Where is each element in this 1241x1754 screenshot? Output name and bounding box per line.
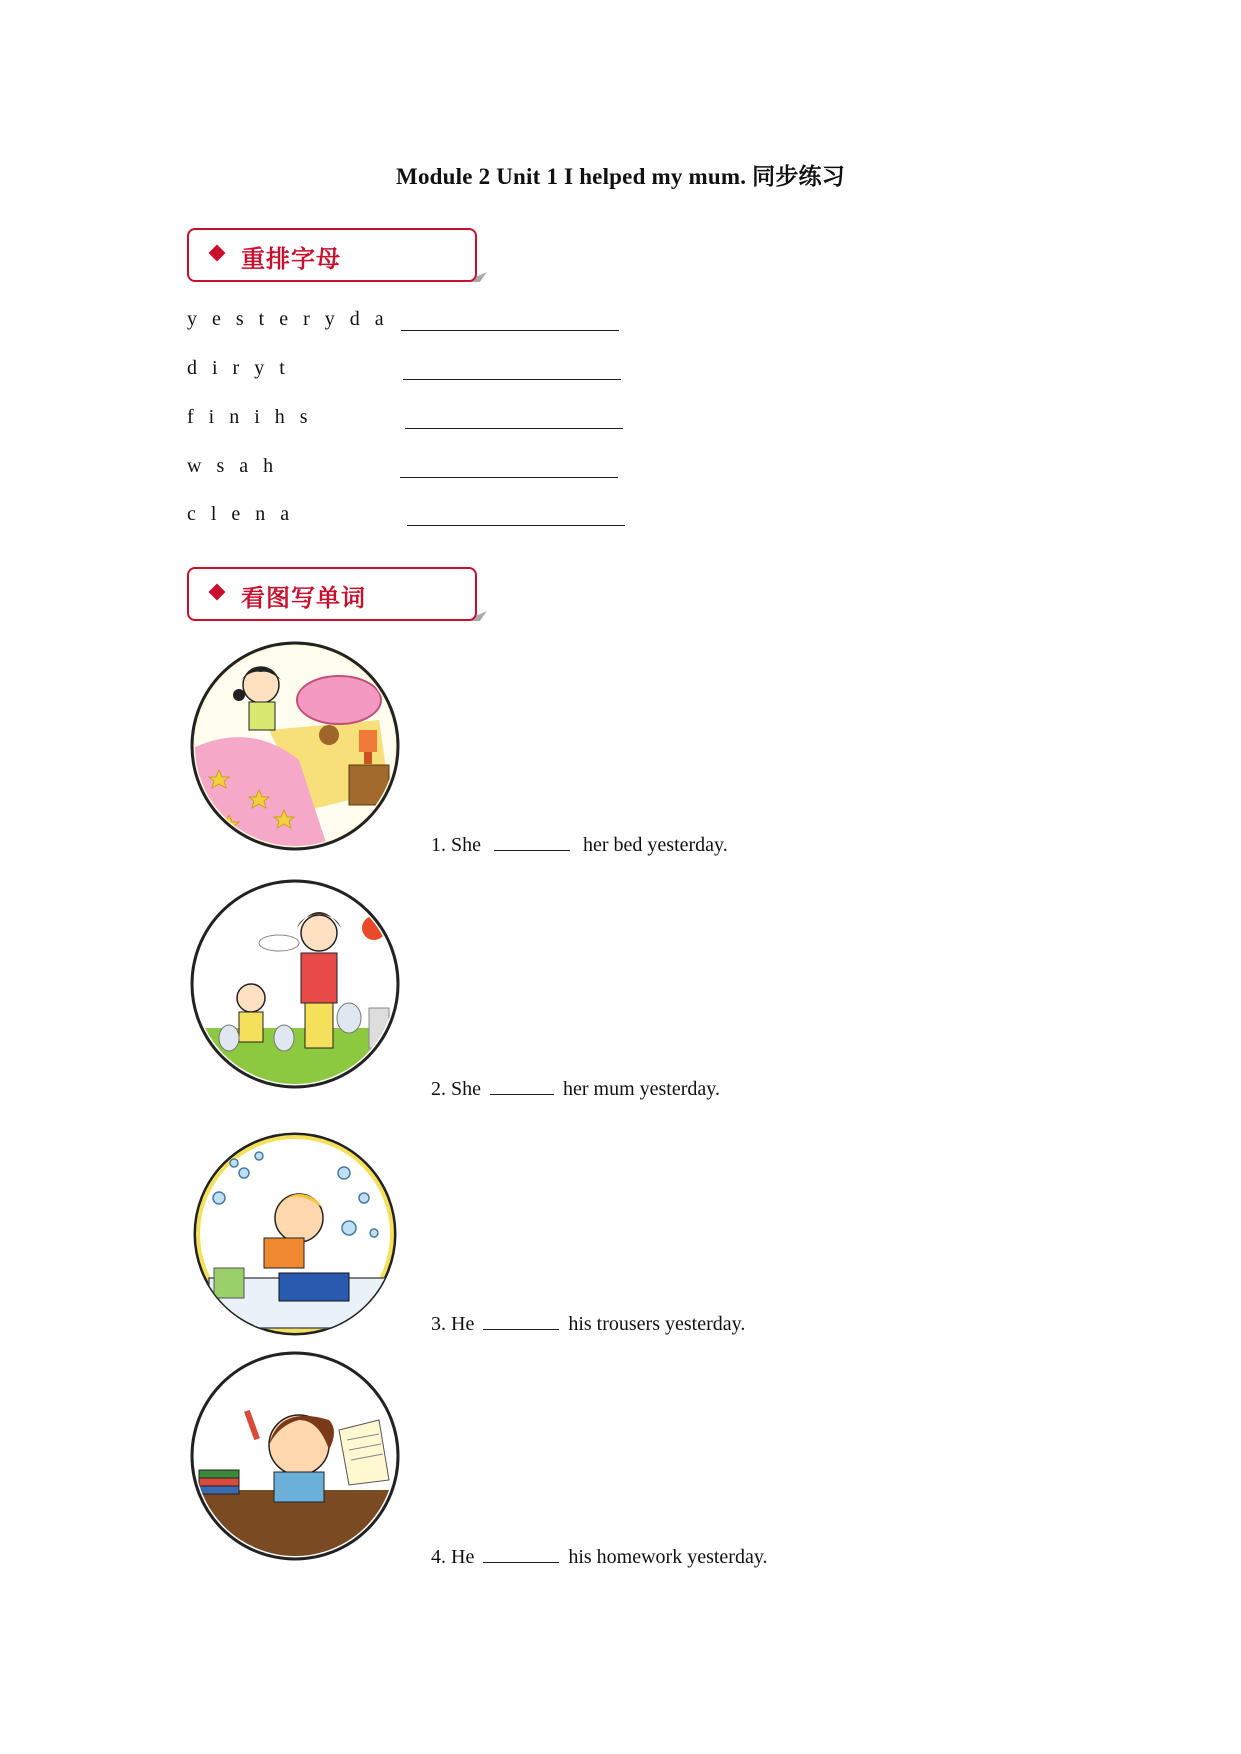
sentence-subject: She — [451, 834, 481, 856]
boy-finishing-homework-illustration — [189, 1350, 401, 1562]
sentence-1 — [431, 834, 728, 857]
section-header-unscramble — [187, 228, 477, 282]
scramble-word: c l e n a — [187, 503, 295, 525]
answer-blank[interactable] — [483, 1313, 559, 1330]
sentence-3 — [431, 1313, 745, 1336]
scramble-word: y e s t e r y d a — [187, 308, 389, 330]
section-label: 看图写单词 — [241, 584, 366, 612]
sentence-2 — [431, 1078, 720, 1101]
answer-blank[interactable] — [483, 1546, 559, 1563]
item-number: 4. — [431, 1546, 446, 1568]
scramble-word: w s a h — [187, 455, 279, 477]
boy-washing-trousers-illustration — [189, 1128, 401, 1340]
item-number: 2. — [431, 1078, 446, 1100]
sentence-rest: his homework yesterday. — [568, 1546, 768, 1568]
answer-line[interactable] — [407, 525, 625, 526]
item-number: 1. — [431, 834, 446, 856]
answer-blank[interactable] — [490, 1078, 554, 1095]
sentence-4 — [431, 1546, 768, 1569]
girl-making-bed-illustration — [189, 640, 401, 852]
answer-line[interactable] — [400, 477, 618, 478]
sentence-subject: He — [451, 1313, 475, 1335]
answer-line[interactable] — [401, 330, 619, 331]
page-title: Module 2 Unit 1 I helped my mum. 同步练习 — [396, 164, 845, 189]
answer-line[interactable] — [405, 428, 623, 429]
sentence-subject: He — [451, 1546, 475, 1568]
answer-line[interactable] — [403, 379, 621, 380]
sentence-rest: her bed yesterday. — [583, 834, 728, 856]
scramble-word: d i r y t — [187, 357, 290, 379]
section-header-picture-words — [187, 567, 477, 621]
sentence-subject: She — [451, 1078, 481, 1100]
girl-helping-mum-carry-bags-illustration — [189, 878, 401, 1090]
section-label: 重排字母 — [241, 245, 341, 273]
sentence-rest: his trousers yesterday. — [568, 1313, 746, 1335]
answer-blank[interactable] — [494, 834, 570, 851]
item-number: 3. — [431, 1313, 446, 1335]
sentence-rest: her mum yesterday. — [563, 1078, 720, 1100]
scramble-word: f i n i h s — [187, 406, 313, 428]
